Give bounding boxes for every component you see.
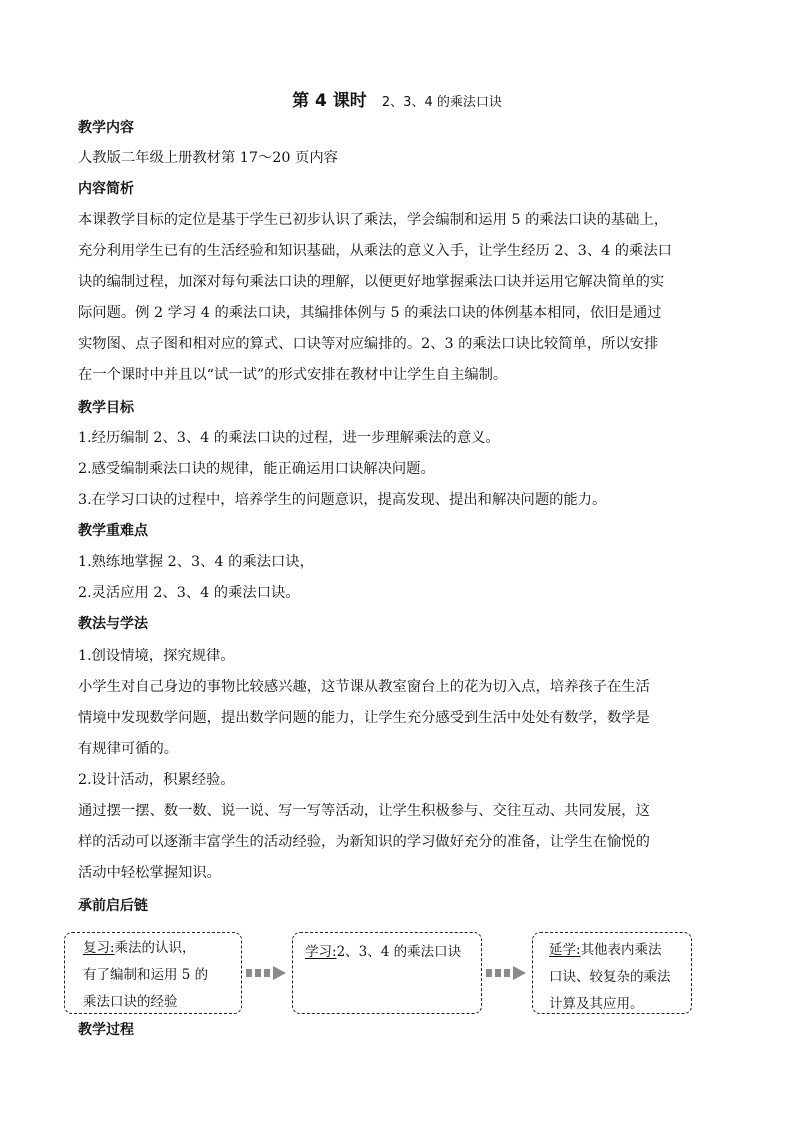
extend-line: 口诀、较复杂的乘法 — [549, 969, 671, 985]
extend-label: 延学: — [549, 942, 581, 958]
title-sub: 2、3、4 的乘法口诀 — [381, 95, 502, 110]
study-line — [305, 939, 481, 966]
flow-arrow-icon — [246, 966, 290, 980]
heading-key-points: 教学重难点 — [78, 523, 148, 539]
review-box — [64, 932, 242, 1014]
extend-line: 计算及其应用。 — [549, 996, 644, 1012]
content-text: 人教版二年级上册教材第 17～20 页内容 — [78, 150, 338, 166]
key-point-item: 1.熟练地掌握 2、3、4 的乘法口诀， — [78, 554, 314, 570]
heading-methods: 教法与学法 — [78, 616, 148, 632]
title-main: 第 4 课时 — [292, 91, 367, 111]
method-line: 情境中发现数学问题，提出数学问题的能力，让学生充分感受到生活中处处有数学，数学是 — [78, 710, 650, 726]
review-line — [83, 935, 241, 962]
method-title: 1.创设情境，探究规律。 — [78, 648, 235, 664]
summary-line: 实物图、点子图和相对应的算式、口诀等对应编排的。2、3 的乘法口诀比较简单，所以安排 — [78, 336, 659, 352]
goal-item: 3.在学习口诀的过程中，培养学生的问题意识，提高发现、提出和解决问题的能力。 — [78, 492, 607, 508]
extend-line — [549, 937, 691, 964]
heading-process: 教学过程 — [78, 1022, 134, 1038]
study-label: 学习: — [305, 944, 337, 960]
method-line: 小学生对自己身边的事物比较感兴趣，这节课从教室窗台上的花为切入点，培养孩子在生活 — [78, 679, 650, 695]
goal-item: 2.感受编制乘法口诀的规律，能正确运用口诀解决问题。 — [78, 461, 435, 477]
method-line: 样的活动可以逐渐丰富学生的活动经验，为新知识的学习做好充分的准备，让学生在愉悦的 — [78, 834, 650, 850]
summary-line: 际问题。例 2 学习 4 的乘法口诀，其编排体例与 5 的乘法口诀的体例基本相同，依旧是通过 — [78, 305, 662, 321]
review-text: 乘法的认识， — [114, 940, 196, 956]
study-box — [292, 932, 482, 1014]
heading-content: 教学内容 — [78, 120, 134, 136]
method-line: 通过摆一摆、数一数、说一说、写一写等活动，让学生积极参与、交往互动、共同发展，这 — [78, 803, 650, 819]
summary-line: 诀的编制过程，加深对每句乘法口诀的理解，以便更好地掌握乘法口诀并运用它解决简单的实 — [78, 274, 665, 290]
key-point-item: 2.灵活应用 2、3、4 的乘法口诀。 — [78, 585, 300, 601]
extend-box — [532, 932, 692, 1014]
goal-item: 1.经历编制 2、3、4 的乘法口诀的过程，进一步理解乘法的意义。 — [78, 430, 500, 446]
review-line: 有了编制和运用 5 的 — [83, 967, 209, 983]
study-text: 2、3、4 的乘法口诀 — [336, 944, 462, 960]
review-label: 复习: — [83, 940, 115, 956]
review-line: 乘法口诀的经验 — [83, 994, 178, 1010]
method-line: 有规律可循的。 — [78, 741, 179, 757]
summary-line: 充分利用学生已有的生活经验和知识基础，从乘法的意义入手，让学生经历 2、3、4 的乘法口 — [78, 243, 672, 259]
summary-line: 本课教学目标的定位是基于学生已初步认识了乘法，学会编制和运用 5 的乘法口诀的基础上， — [78, 212, 669, 228]
method-line: 活动中轻松掌握知识。 — [78, 865, 221, 881]
heading-chain: 承前启后链 — [78, 898, 148, 914]
heading-goals: 教学目标 — [78, 400, 134, 416]
extend-text: 其他表内乘法 — [580, 942, 662, 958]
lesson-title — [0, 86, 794, 111]
method-title: 2.设计活动，积累经验。 — [78, 772, 235, 788]
flow-arrow-icon — [486, 966, 530, 980]
summary-line: 在一个课时中并且以“试一试”的形式安排在教材中让学生自主编制。 — [78, 367, 508, 383]
heading-summary: 内容简析 — [78, 181, 134, 197]
